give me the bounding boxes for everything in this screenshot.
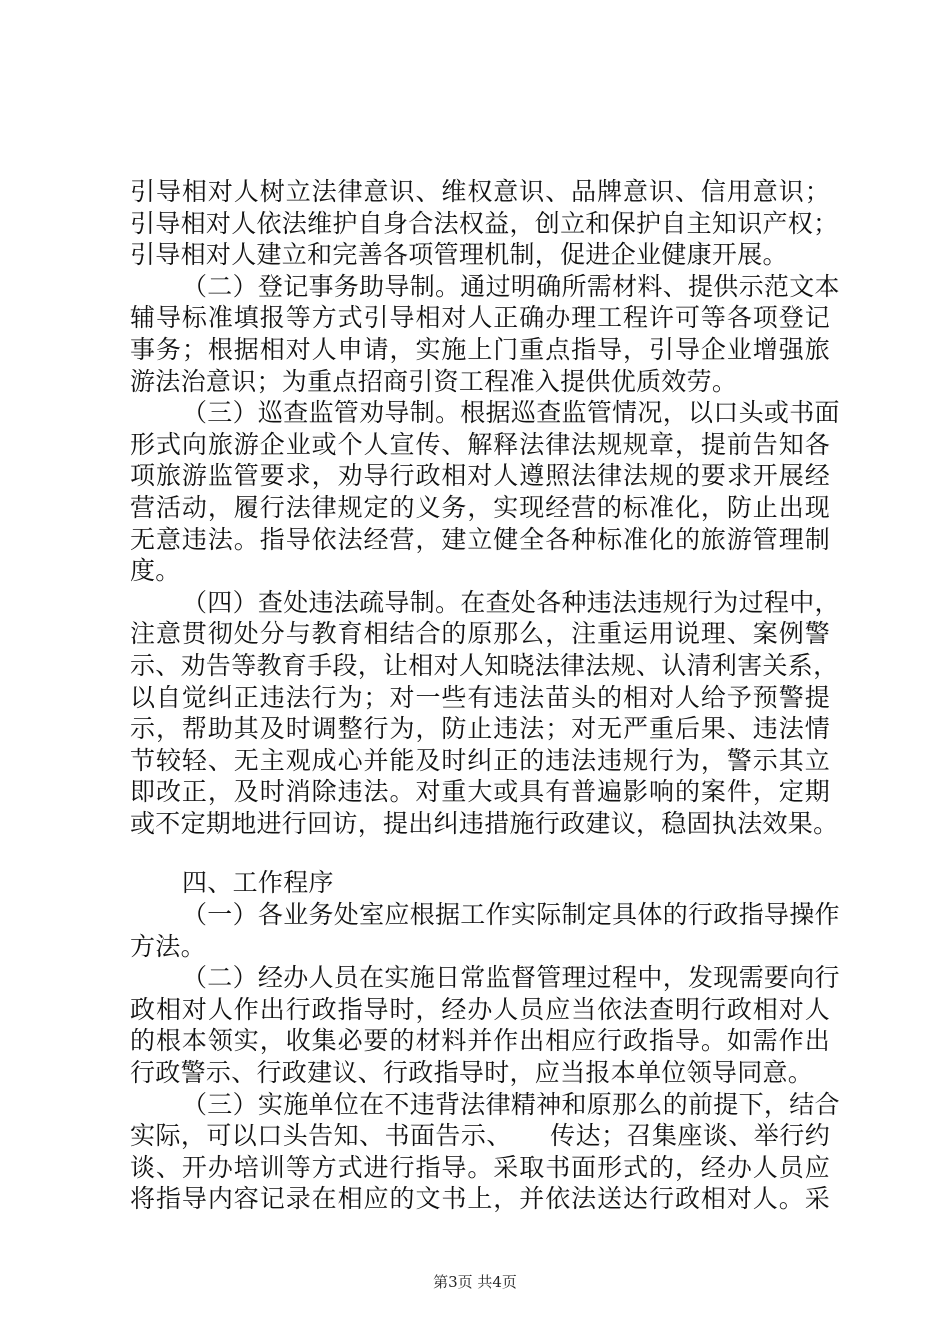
paragraph-start-line: （四）查处违法疏导制。在查处各种违法违规行为过程中， [182, 587, 840, 617]
document-body [130, 176, 840, 1215]
paragraph-start-line: （二）经办人员在实施日常监督管理过程中，发现需要向行 [182, 963, 840, 993]
paragraph-start-line: （三）实施单位在不违背法律精神和原那么的前提下，结合 [182, 1089, 840, 1119]
text-line: 项旅游监管要求，劝导行政相对人遵照法律法规的要求开展经 [130, 461, 830, 491]
text-line: 注意贯彻处分与教育相结合的原那么，注重运用说理、案例警 [130, 619, 830, 649]
paragraph-start-line: （一）各业务处室应根据工作实际制定具体的行政指导操作 [182, 900, 840, 930]
text-line: 示、劝告等教育手段，让相对人知晓法律法规、认清利害关系， [130, 650, 839, 680]
text-line: 事务；根据相对人申请，实施上门重点指导，引导企业增强旅 [130, 334, 830, 364]
text-line: 将指导内容记录在相应的文书上，并依法送达行政相对人。采 [130, 1184, 830, 1214]
text-line: 引导相对人建立和完善各项管理机制，促进企业健康开展。 [130, 240, 788, 270]
section-heading: 四、工作程序 [182, 868, 334, 898]
text-line: 辅导标准填报等方式引导相对人正确办理工程许可等各项登记 [130, 303, 830, 333]
text-line: 引导相对人树立法律意识、维权意识、品牌意识、信用意识； [130, 177, 830, 206]
text-line: 谈、开办培训等方式进行指导。采取书面形式的，经办人员应 [130, 1152, 830, 1182]
text-line: 以自觉纠正违法行为；对一些有违法苗头的相对人给予预警提 [130, 682, 830, 712]
text-line: 形式向旅游企业或个人宣传、解释法律法规规章，提前告知各 [130, 429, 830, 459]
text-line: 实际，可以口头告知、书面告示、 传达；召集座谈、举行约 [130, 1121, 830, 1151]
page-number-footer: 第3页 共4页 [433, 1273, 517, 1291]
text-line: 示，帮助其及时调整行为，防止违法；对无严重后果、违法情 [130, 714, 830, 744]
section-spacer [130, 839, 830, 867]
text-line: 引导相对人依法维护自身合法权益，创立和保护自主知识产权； [130, 208, 839, 238]
paragraph-start-line: （三）巡查监管劝导制。根据巡查监管情况，以口头或书面 [182, 398, 840, 428]
text-line: 营活动，履行法律规定的义务，实现经营的标准化，防止出现 [130, 492, 830, 522]
text-line: 的根本领实，收集必要的材料并作出相应行政指导。如需作出 [130, 1026, 830, 1056]
text-line: 即改正，及时消除违法。对重大或具有普遍影响的案件，定期 [130, 777, 830, 807]
text-line: 游法治意识；为重点招商引资工程准入提供优质效劳。 [130, 366, 738, 396]
paragraph-start-line: （二）登记事务助导制。通过明确所需材料、提供示范文本 [182, 271, 840, 301]
text-line: 行政警示、行政建议、行政指导时，应当报本单位领导同意。 [130, 1058, 814, 1088]
text-line: 度。 [130, 556, 181, 586]
text-line: 无意违法。指导依法经营，建立健全各种标准化的旅游管理制 [130, 524, 830, 554]
text-line: 或不定期地进行回访，提出纠违措施行政建议，稳固执法效果。 [130, 808, 839, 838]
text-line: 政相对人作出行政指导时，经办人员应当依法查明行政相对人 [130, 994, 830, 1024]
text-line: 方法。 [130, 931, 206, 961]
text-line: 节较轻、无主观成心并能及时纠正的违法违规行为，警示其立 [130, 745, 830, 775]
